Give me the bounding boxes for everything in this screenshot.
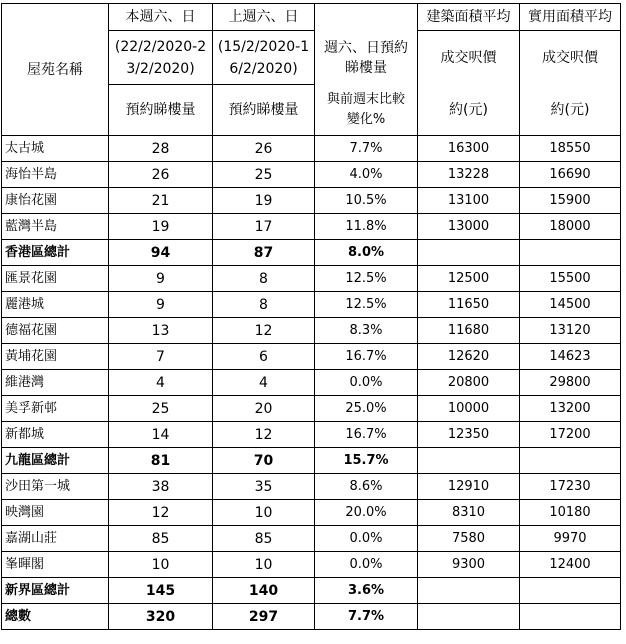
saleable-price-cell: 10180 xyxy=(520,500,621,526)
gross-price-cell: 16300 xyxy=(418,136,520,162)
last-week-cell: 35 xyxy=(213,474,315,500)
gross-price-cell: 20800 xyxy=(418,370,520,396)
gross-price-cell: 7580 xyxy=(418,526,520,552)
saleable-price-cell: 12400 xyxy=(520,552,621,578)
change-cell: 12.5% xyxy=(315,266,418,292)
saleable-price-cell: 29800 xyxy=(520,370,621,396)
saleable-price-cell: 13200 xyxy=(520,396,621,422)
last-week-cell: 8 xyxy=(213,266,315,292)
last-week-cell: 25 xyxy=(213,162,315,188)
saleable-price-cell xyxy=(520,604,621,630)
gross-price-cell xyxy=(418,448,520,474)
change-cell: 16.7% xyxy=(315,344,418,370)
table-row xyxy=(2,318,621,344)
table-row xyxy=(2,500,621,526)
last-week-cell: 4 xyxy=(213,370,315,396)
this-week-cell: 25 xyxy=(109,396,213,422)
estate-name-cell: 德福花園 xyxy=(2,318,109,344)
viewing-bookings-table xyxy=(1,3,621,630)
header-last-week-sub: 預約睇樓量 xyxy=(213,85,315,136)
gross-price-cell: 8310 xyxy=(418,500,520,526)
this-week-cell: 19 xyxy=(109,214,213,240)
last-week-cell: 19 xyxy=(213,188,315,214)
saleable-price-cell: 14623 xyxy=(520,344,621,370)
change-cell: 7.7% xyxy=(315,604,418,630)
change-cell: 11.8% xyxy=(315,214,418,240)
change-cell: 16.7% xyxy=(315,422,418,448)
saleable-price-cell: 18550 xyxy=(520,136,621,162)
this-week-cell: 94 xyxy=(109,240,213,266)
saleable-price-cell: 14500 xyxy=(520,292,621,318)
saleable-price-cell: 15900 xyxy=(520,188,621,214)
header-this-week-dates: (22/2/2020-23/2/2020) xyxy=(109,31,213,85)
gross-price-cell: 12620 xyxy=(418,344,520,370)
gross-price-cell: 12910 xyxy=(418,474,520,500)
gross-price-cell xyxy=(418,240,520,266)
header-saleable-unit: 約(元) xyxy=(520,85,621,136)
estate-name-cell: 總數 xyxy=(2,604,109,630)
change-cell: 20.0% xyxy=(315,500,418,526)
table-row xyxy=(2,136,621,162)
header-saleable-area: 實用面積平均 xyxy=(520,4,621,31)
table-row xyxy=(2,344,621,370)
this-week-cell: 28 xyxy=(109,136,213,162)
this-week-cell: 14 xyxy=(109,422,213,448)
last-week-cell: 85 xyxy=(213,526,315,552)
header-last-week: 上週六、日 xyxy=(213,4,315,31)
estate-name-cell: 映灣園 xyxy=(2,500,109,526)
estate-name-cell: 康怡花園 xyxy=(2,188,109,214)
table-row xyxy=(2,474,621,500)
table-row xyxy=(2,188,621,214)
last-week-cell: 297 xyxy=(213,604,315,630)
change-cell: 15.7% xyxy=(315,448,418,474)
gross-price-cell: 9300 xyxy=(418,552,520,578)
total-row xyxy=(2,240,621,266)
total-row xyxy=(2,448,621,474)
last-week-cell: 26 xyxy=(213,136,315,162)
gross-price-cell: 13228 xyxy=(418,162,520,188)
saleable-price-cell xyxy=(520,448,621,474)
last-week-cell: 140 xyxy=(213,578,315,604)
saleable-price-cell: 13120 xyxy=(520,318,621,344)
gross-price-cell: 13000 xyxy=(418,214,520,240)
header-gross-area: 建築面積平均 xyxy=(418,4,520,31)
gross-price-cell: 11650 xyxy=(418,292,520,318)
estate-name-cell: 新界區總計 xyxy=(2,578,109,604)
change-cell: 8.0% xyxy=(315,240,418,266)
last-week-cell: 17 xyxy=(213,214,315,240)
header-saleable-price: 成交呎價 xyxy=(520,31,621,85)
change-cell: 10.5% xyxy=(315,188,418,214)
header-blank xyxy=(315,4,418,31)
header-weekend-bookings: 週六、日預約睇樓量 xyxy=(315,31,418,85)
saleable-price-cell: 15500 xyxy=(520,266,621,292)
change-cell: 12.5% xyxy=(315,292,418,318)
last-week-cell: 8 xyxy=(213,292,315,318)
last-week-cell: 12 xyxy=(213,318,315,344)
header-last-week-dates: (15/2/2020-16/2/2020) xyxy=(213,31,315,85)
this-week-cell: 320 xyxy=(109,604,213,630)
last-week-cell: 20 xyxy=(213,396,315,422)
change-cell: 4.0% xyxy=(315,162,418,188)
table-row xyxy=(2,266,621,292)
estate-name-cell: 沙田第一城 xyxy=(2,474,109,500)
estate-name-cell: 太古城 xyxy=(2,136,109,162)
table-row xyxy=(2,526,621,552)
last-week-cell: 6 xyxy=(213,344,315,370)
this-week-cell: 13 xyxy=(109,318,213,344)
last-week-cell: 70 xyxy=(213,448,315,474)
this-week-cell: 145 xyxy=(109,578,213,604)
total-row xyxy=(2,578,621,604)
gross-price-cell xyxy=(418,578,520,604)
saleable-price-cell xyxy=(520,240,621,266)
this-week-cell: 81 xyxy=(109,448,213,474)
estate-name-cell: 海怡半島 xyxy=(2,162,109,188)
this-week-cell: 7 xyxy=(109,344,213,370)
last-week-cell: 10 xyxy=(213,552,315,578)
gross-price-cell: 12500 xyxy=(418,266,520,292)
change-cell: 7.7% xyxy=(315,136,418,162)
header-estate: 屋苑名稱 xyxy=(2,4,109,136)
this-week-cell: 10 xyxy=(109,552,213,578)
last-week-cell: 10 xyxy=(213,500,315,526)
estate-name-cell: 香港區總計 xyxy=(2,240,109,266)
saleable-price-cell: 16690 xyxy=(520,162,621,188)
gross-price-cell: 13100 xyxy=(418,188,520,214)
gross-price-cell: 11680 xyxy=(418,318,520,344)
change-cell: 25.0% xyxy=(315,396,418,422)
this-week-cell: 85 xyxy=(109,526,213,552)
saleable-price-cell: 18000 xyxy=(520,214,621,240)
this-week-cell: 26 xyxy=(109,162,213,188)
table-row xyxy=(2,292,621,318)
estate-name-cell: 麗港城 xyxy=(2,292,109,318)
this-week-cell: 4 xyxy=(109,370,213,396)
gross-price-cell: 10000 xyxy=(418,396,520,422)
estate-name-cell: 美孚新邨 xyxy=(2,396,109,422)
header-gross-unit: 約(元) xyxy=(418,85,520,136)
this-week-cell: 21 xyxy=(109,188,213,214)
estate-name-cell: 峯暉閣 xyxy=(2,552,109,578)
change-cell: 0.0% xyxy=(315,526,418,552)
saleable-price-cell xyxy=(520,578,621,604)
saleable-price-cell: 9970 xyxy=(520,526,621,552)
estate-name-cell: 維港灣 xyxy=(2,370,109,396)
gross-price-cell: 12350 xyxy=(418,422,520,448)
change-cell: 0.0% xyxy=(315,370,418,396)
estate-name-cell: 匯景花園 xyxy=(2,266,109,292)
this-week-cell: 38 xyxy=(109,474,213,500)
table-row xyxy=(2,422,621,448)
estate-name-cell: 新都城 xyxy=(2,422,109,448)
this-week-cell: 12 xyxy=(109,500,213,526)
estate-name-cell: 嘉湖山莊 xyxy=(2,526,109,552)
last-week-cell: 87 xyxy=(213,240,315,266)
this-week-cell: 9 xyxy=(109,266,213,292)
header-row-1 xyxy=(2,4,621,31)
estate-name-cell: 九龍區總計 xyxy=(2,448,109,474)
change-cell: 8.6% xyxy=(315,474,418,500)
saleable-price-cell: 17230 xyxy=(520,474,621,500)
table-row xyxy=(2,214,621,240)
saleable-price-cell: 17200 xyxy=(520,422,621,448)
total-row xyxy=(2,604,621,630)
change-cell: 0.0% xyxy=(315,552,418,578)
this-week-cell: 9 xyxy=(109,292,213,318)
estate-name-cell: 黃埔花園 xyxy=(2,344,109,370)
gross-price-cell xyxy=(418,604,520,630)
table-row xyxy=(2,370,621,396)
header-this-week-sub: 預約睇樓量 xyxy=(109,85,213,136)
table-row xyxy=(2,396,621,422)
last-week-cell: 12 xyxy=(213,422,315,448)
change-cell: 3.6% xyxy=(315,578,418,604)
table-row xyxy=(2,162,621,188)
header-change: 與前週末比較變化% xyxy=(315,85,418,136)
header-gross-price: 成交呎價 xyxy=(418,31,520,85)
change-cell: 8.3% xyxy=(315,318,418,344)
estate-name-cell: 藍灣半島 xyxy=(2,214,109,240)
header-this-week: 本週六、日 xyxy=(109,4,213,31)
table-row xyxy=(2,552,621,578)
